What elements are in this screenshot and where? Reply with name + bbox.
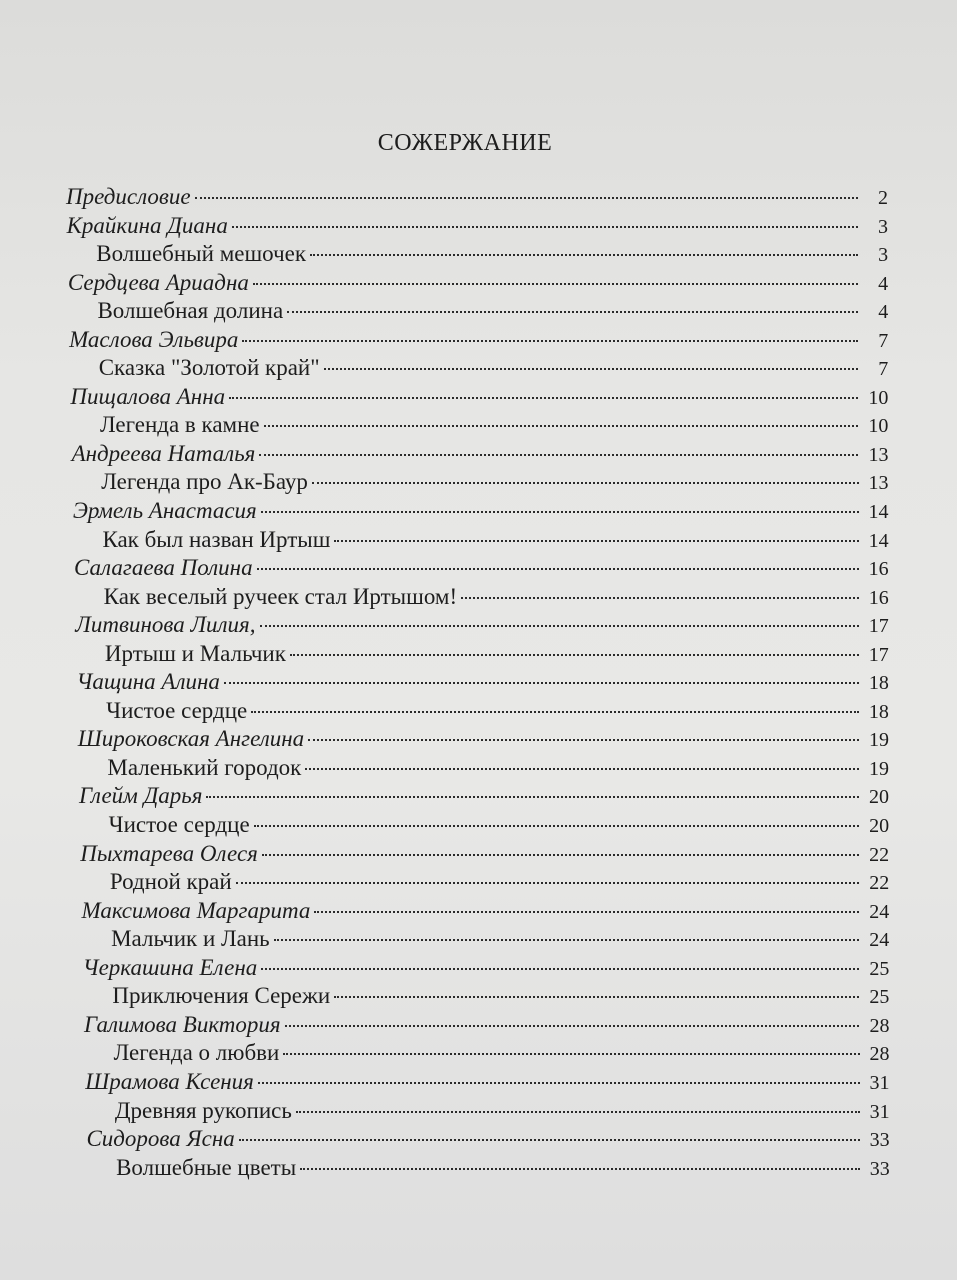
toc-entry-label: Мальчик и Лань: [111, 926, 270, 952]
toc-story-entry: [66, 240, 888, 269]
toc-entry-label: Сердцева Ариадна: [67, 269, 249, 295]
toc-entry-label: Крайкина Диана: [66, 212, 228, 238]
toc-entry-label: Пищалова Анна: [70, 383, 226, 409]
toc-page-number: 10: [868, 415, 889, 438]
toc-page-number: 20: [869, 815, 890, 838]
toc-page-number: 19: [868, 729, 889, 752]
toc-author-entry: [66, 440, 888, 469]
toc-story-entry: [66, 1039, 890, 1068]
toc-page-number: 7: [878, 358, 889, 381]
toc-entry-label: Легенда про Ак-Баур: [101, 469, 308, 495]
toc-page-number: 22: [869, 843, 890, 866]
toc-author-entry: [66, 383, 888, 412]
dot-leader: [195, 197, 858, 199]
dot-leader: [461, 597, 859, 599]
toc-page-number: 18: [868, 700, 889, 723]
toc-author-entry: [66, 840, 889, 869]
toc-page-number: 33: [869, 1157, 890, 1180]
toc-author-entry: [66, 326, 888, 355]
toc-author-entry: [66, 611, 889, 640]
toc-entry-label: Широковская Ангелина: [77, 726, 305, 752]
toc-author-entry: [66, 782, 889, 811]
toc-page-number: 31: [869, 1071, 890, 1094]
toc-author-entry: [66, 212, 888, 241]
toc-author-entry: [66, 269, 888, 298]
toc-story-entry: [66, 697, 889, 726]
toc-page-number: 28: [869, 1043, 890, 1066]
toc-entry-label: Маслова Эльвира: [69, 326, 239, 352]
dot-leader: [285, 1025, 860, 1027]
toc-page-number: 28: [869, 1014, 890, 1037]
dot-leader: [274, 939, 860, 941]
toc-entry-label: Предисловие: [66, 184, 191, 209]
toc-entry-label: Легенда о любви: [113, 1040, 280, 1066]
toc-page-number: 14: [868, 501, 889, 524]
dot-leader: [260, 625, 859, 627]
toc-page-number: 17: [868, 643, 889, 666]
toc-page-number: 18: [868, 672, 889, 695]
dot-leader: [290, 654, 859, 656]
toc-page-number: 22: [869, 872, 890, 895]
toc-author-entry: [66, 725, 889, 754]
toc-author-entry: [66, 1011, 889, 1040]
toc-author-entry: [66, 1068, 890, 1097]
dot-leader: [314, 911, 859, 913]
toc-page-number: 13: [868, 443, 889, 466]
dot-leader: [258, 1082, 860, 1084]
toc-entry-label: Как был назван Иртыш: [102, 526, 331, 552]
toc-page-number: 10: [868, 386, 889, 409]
toc-entry-label: Древняя рукопись: [114, 1097, 292, 1123]
toc-entry-label: Маленький городок: [107, 754, 302, 780]
toc-story-entry: [66, 868, 889, 897]
toc-entry-label: Салагаева Полина: [74, 555, 253, 581]
toc-entry-label: Приключения Сережи: [112, 983, 331, 1009]
dot-leader: [261, 968, 859, 970]
toc-story-entry: [66, 811, 889, 840]
dot-leader: [236, 882, 859, 884]
dot-leader: [334, 540, 858, 542]
toc-story-entry: [66, 1154, 890, 1183]
table-of-contents: [66, 183, 888, 1182]
toc-page-number: 25: [869, 957, 890, 980]
toc-page-number: 2: [878, 187, 888, 209]
toc-story-entry: [66, 640, 889, 669]
toc-page-number: 4: [878, 272, 889, 295]
toc-author-entry: [66, 183, 888, 212]
dot-leader: [334, 996, 859, 998]
toc-page-number: 17: [868, 615, 889, 638]
dot-leader: [259, 454, 858, 456]
toc-entry-label: Глейм Дарья: [79, 783, 203, 809]
dot-leader: [296, 1111, 860, 1113]
page-title: СОЖЕРЖАНИЕ: [377, 130, 553, 156]
dot-leader: [229, 397, 858, 399]
toc-story-entry: [66, 354, 888, 383]
toc-entry-label: Чистое сердце: [108, 812, 250, 838]
toc-page-number: 24: [869, 929, 890, 952]
toc-author-entry: [66, 497, 889, 526]
dot-leader: [232, 226, 858, 228]
toc-entry-label: Андреева Наталья: [71, 440, 256, 466]
toc-author-entry: [66, 1125, 890, 1154]
toc-page-number: 3: [878, 244, 889, 267]
toc-story-entry: [66, 526, 889, 555]
toc-page-number: 7: [878, 329, 889, 352]
dot-leader: [206, 796, 859, 798]
dot-leader: [324, 368, 859, 370]
dot-leader: [253, 283, 858, 285]
toc-page-number: 16: [868, 586, 889, 609]
toc-entry-label: Эрмель Анастасия: [72, 498, 257, 524]
dot-leader: [262, 854, 859, 856]
toc-entry-label: Черкашина Елена: [82, 954, 258, 980]
dot-leader: [312, 482, 859, 484]
toc-story-entry: [66, 925, 889, 954]
dot-leader: [224, 682, 859, 684]
dot-leader: [254, 825, 859, 827]
toc-entry-label: Галимова Виктория: [83, 1011, 281, 1037]
toc-page-number: 13: [868, 472, 889, 495]
toc-page-number: 20: [869, 786, 890, 809]
toc-story-entry: [66, 297, 888, 326]
toc-page-number: 33: [869, 1129, 890, 1152]
toc-page-number: 16: [868, 558, 889, 581]
dot-leader: [310, 254, 858, 256]
toc-page-number: 4: [878, 301, 889, 324]
toc-entry-label: Родной край: [109, 869, 232, 895]
toc-entry-label: Пыхтарева Олеся: [80, 840, 258, 866]
toc-entry-label: Волшебная долина: [97, 298, 284, 324]
dot-leader: [308, 739, 859, 741]
dot-leader: [242, 340, 858, 342]
dot-leader: [287, 311, 858, 313]
toc-page-number: 19: [869, 757, 889, 780]
toc-entry-label: Чистое сердце: [106, 697, 248, 723]
toc-entry-label: Шрамова Ксения: [85, 1068, 254, 1094]
toc-page-number: 25: [869, 986, 890, 1009]
toc-page-number: 3: [878, 215, 889, 238]
toc-entry-label: Волшебные цветы: [116, 1154, 297, 1180]
dot-leader: [300, 1168, 860, 1170]
toc-author-entry: [66, 954, 889, 983]
toc-entry-label: Чащина Алина: [76, 669, 220, 695]
toc-author-entry: [66, 554, 889, 583]
toc-story-entry: [66, 411, 888, 440]
toc-entry-label: Легенда в камне: [99, 412, 260, 438]
dot-leader: [283, 1053, 859, 1055]
toc-entry-label: Сказка "Золотой край": [98, 355, 320, 381]
toc-entry-label: Литвинова Лилия,: [75, 612, 256, 638]
toc-story-entry: [66, 754, 889, 783]
dot-leader: [257, 568, 859, 570]
toc-page-number: 24: [869, 900, 890, 923]
toc-author-entry: [66, 897, 889, 926]
toc-entry-label: Сидорова Ясна: [86, 1126, 235, 1152]
toc-story-entry: [66, 1097, 890, 1126]
dot-leader: [264, 425, 859, 427]
dot-leader: [251, 711, 859, 713]
dot-leader: [261, 511, 859, 513]
toc-page-number: 31: [869, 1100, 890, 1123]
toc-entry-label: Иртыш и Мальчик: [104, 640, 286, 666]
toc-author-entry: [66, 668, 889, 697]
toc-story-entry: [66, 468, 889, 497]
dot-leader: [239, 1139, 860, 1141]
toc-page-number: 14: [868, 529, 889, 552]
toc-entry-label: Волшебный мешочек: [96, 241, 307, 267]
toc-story-entry: [66, 982, 889, 1011]
toc-entry-label: Максимова Маргарита: [81, 897, 311, 923]
toc-story-entry: [66, 583, 889, 612]
toc-entry-label: Как веселый ручеек стал Иртышом!: [103, 583, 458, 609]
dot-leader: [305, 768, 859, 770]
